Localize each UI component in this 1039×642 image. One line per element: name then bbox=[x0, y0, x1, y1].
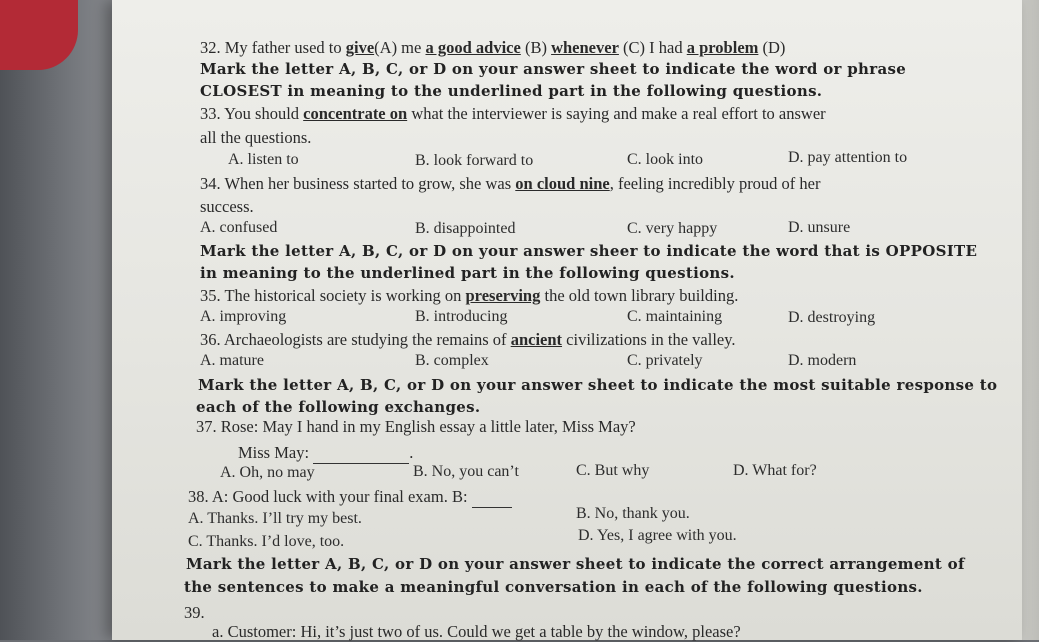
instruction-arrangement-line2: the sentences to make a meaningful conversation in each of the following questions. bbox=[184, 578, 923, 596]
question-35 bbox=[200, 286, 738, 306]
q38-option-a: A. Thanks. I’ll try my best. bbox=[188, 510, 362, 527]
question-37-response bbox=[238, 443, 413, 464]
question-32 bbox=[200, 38, 785, 58]
q33-option-b: B. look forward to bbox=[415, 152, 534, 169]
q38-option-c: C. Thanks. I’d love, too. bbox=[188, 533, 345, 550]
q37-text: . bbox=[409, 443, 414, 462]
q36-text: 36. Archaeologists are studying the remains of bbox=[200, 330, 511, 349]
q36-option-d: D. modern bbox=[788, 352, 857, 369]
worksheet-page bbox=[112, 0, 1022, 640]
question-33 bbox=[200, 104, 826, 124]
q32-underlined-d: a problem bbox=[686, 38, 759, 57]
q37-option-b: B. No, you can’t bbox=[413, 463, 519, 480]
q33-underlined: concentrate on bbox=[303, 104, 408, 123]
answer-blank bbox=[472, 487, 512, 508]
q32-underlined-c: whenever bbox=[551, 38, 619, 57]
q34-option-a: A. confused bbox=[200, 219, 278, 236]
q38-option-d: D. Yes, I agree with you. bbox=[578, 527, 737, 544]
q32-text: (A) me bbox=[374, 38, 426, 57]
q35-option-d: D. destroying bbox=[788, 309, 876, 326]
q32-text: (C) I had bbox=[618, 38, 687, 57]
q37-option-a: A. Oh, no may bbox=[220, 464, 315, 481]
q32-text: 32. My father used to bbox=[200, 38, 346, 57]
q34-text: , feeling incredibly proud of her bbox=[609, 174, 821, 193]
q35-option-b: B. introducing bbox=[415, 308, 508, 325]
q37-option-d: D. What for? bbox=[733, 462, 817, 479]
q32-underlined-b: a good advice bbox=[425, 38, 521, 57]
answer-blank bbox=[313, 443, 409, 464]
instruction-arrangement-line1: Mark the letter A, B, C, or D on your answer sheet to indicate the correct arrangement of bbox=[186, 555, 965, 573]
q38-text: 38. A: Good luck with your final exam. B: bbox=[188, 487, 472, 506]
question-36 bbox=[200, 330, 736, 350]
q36-option-b: B. complex bbox=[415, 352, 489, 369]
q35-text: 35. The historical society is working on bbox=[200, 286, 466, 305]
q35-option-a: A. improving bbox=[200, 308, 287, 325]
q37-speaker: Miss May: bbox=[238, 443, 314, 462]
instruction-opposite-line1: Mark the letter A, B, C, or D on your answer sheer to indicate the word that is OPPOSITE bbox=[200, 242, 978, 260]
q34-underlined: on cloud nine bbox=[515, 174, 610, 193]
q34-text: 34. When her business started to grow, she was bbox=[200, 174, 516, 193]
q35-underlined: preserving bbox=[465, 286, 541, 305]
instruction-opposite-line2: in meaning to the underlined part in the following questions. bbox=[200, 264, 735, 282]
q32-text: (D) bbox=[758, 38, 786, 57]
question-37: 37. Rose: May I hand in my English essay a little later, Miss May? bbox=[196, 417, 636, 436]
q33-option-c: C. look into bbox=[627, 151, 704, 168]
instruction-response-line1: Mark the letter A, B, C, or D on your answer sheet to indicate the most suitable response to bbox=[198, 376, 998, 394]
q32-text: (B) bbox=[520, 38, 552, 57]
q36-text: civilizations in the valley. bbox=[562, 330, 736, 349]
q34-option-b: B. disappointed bbox=[415, 220, 516, 237]
question-34 bbox=[200, 174, 821, 194]
q38-option-b: B. No, thank you. bbox=[576, 505, 690, 522]
q32-underlined-a: give bbox=[345, 38, 375, 57]
q36-option-a: A. mature bbox=[200, 352, 264, 369]
q33-text: 33. You should bbox=[200, 104, 304, 123]
question-38 bbox=[188, 487, 512, 508]
instruction-response-line2: each of the following exchanges. bbox=[196, 398, 481, 416]
background-fabric bbox=[0, 0, 120, 640]
question-39-number: 39. bbox=[184, 603, 205, 622]
q36-option-c: C. privately bbox=[627, 352, 703, 369]
question-39-line-a: a. Customer: Hi, it’s just two of us. Could we get a table by the window, please? bbox=[212, 622, 741, 641]
instruction-closest-line1: Mark the letter A, B, C, or D on your answer sheet to indicate the word or phrase bbox=[200, 60, 907, 78]
q34-option-d: D. unsure bbox=[788, 219, 851, 236]
instruction-closest-line2: CLOSEST in meaning to the underlined part in the following questions. bbox=[200, 82, 823, 100]
q35-text: the old town library building. bbox=[540, 286, 739, 305]
q33-option-a: A. listen to bbox=[228, 151, 299, 168]
q36-underlined: ancient bbox=[510, 330, 563, 349]
question-33-line2: all the questions. bbox=[200, 128, 312, 147]
q33-text: what the interviewer is saying and make a real effort to answer bbox=[407, 104, 826, 123]
question-34-line2: success. bbox=[200, 197, 254, 216]
q37-option-c: C. But why bbox=[576, 462, 650, 479]
q34-option-c: C. very happy bbox=[627, 220, 718, 237]
q33-option-d: D. pay attention to bbox=[788, 149, 908, 166]
q35-option-c: C. maintaining bbox=[627, 308, 723, 325]
